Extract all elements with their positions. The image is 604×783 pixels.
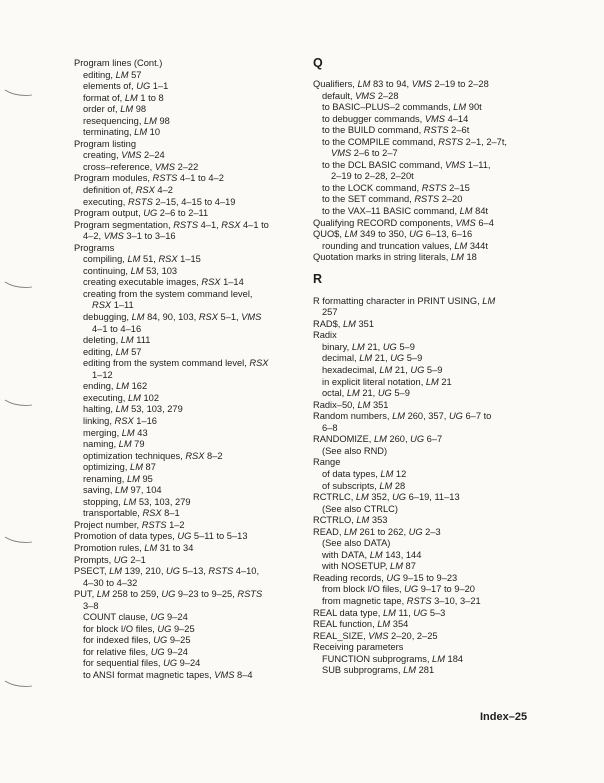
index-entry: Project number, RSTS 1–2 bbox=[74, 519, 185, 530]
index-entry: RCTRLO, LM 353 bbox=[313, 515, 388, 526]
index-subentry: ending, LM 162 bbox=[83, 381, 148, 392]
index-entry: PSECT, LM 139, 210, UG 5–13, RSTS 4–10, bbox=[74, 566, 260, 577]
index-entry: RANDOMIZE, LM 260, UG 6–7 bbox=[313, 434, 443, 445]
index-entry: Program modules, RSTS 4–1 to 4–2 bbox=[74, 173, 224, 184]
index-entry: RCTRLC, LM 352, UG 6–19, 11–13 bbox=[313, 492, 460, 503]
index-subentry: for sequential files, UG 9–24 bbox=[83, 658, 201, 669]
index-subentry: SUB subprograms, LM 281 bbox=[322, 665, 435, 676]
index-subentry: format of, LM 1 to 8 bbox=[83, 92, 164, 103]
index-entry: Quotation marks in string literals, LM 18 bbox=[313, 252, 477, 263]
index-entry: PUT, LM 258 to 259, UG 9–23 to 9–25, RSTS bbox=[74, 589, 263, 600]
index-subentry: VMS 2–6 to 2–7 bbox=[331, 148, 398, 159]
index-entry: Promotion of data types, UG 5–11 to 5–13 bbox=[74, 531, 248, 542]
index-subentry: halting, LM 53, 103, 279 bbox=[83, 404, 183, 415]
index-subentry: to the BUILD command, RSTS 2–6t bbox=[322, 125, 470, 136]
index-subentry: to ANSI format magnetic tapes, VMS 8–4 bbox=[83, 669, 253, 680]
index-entry: Promotion rules, LM 31 to 34 bbox=[74, 542, 194, 553]
index-subentry: renaming, LM 95 bbox=[83, 473, 153, 484]
index-subentry: from block I/O files, UG 9–17 to 9–20 bbox=[322, 584, 475, 595]
index-subentry: transportable, RSX 8–1 bbox=[83, 508, 180, 519]
index-subentry: with NOSETUP, LM 87 bbox=[322, 561, 416, 572]
index-entry: Radix–50, LM 351 bbox=[313, 399, 389, 410]
index-subentry: executing, RSTS 2–15, 4–15 to 4–19 bbox=[83, 196, 236, 207]
section-letter-heading: R bbox=[313, 271, 323, 286]
index-entry: Radix bbox=[313, 330, 337, 341]
index-subentry: creating executable images, RSX 1–14 bbox=[83, 277, 244, 288]
index-entry: Reading records, UG 9–15 to 9–23 bbox=[313, 572, 458, 583]
index-subentry: with DATA, LM 143, 144 bbox=[322, 549, 422, 560]
index-entry: READ, LM 261 to 262, UG 2–3 bbox=[313, 526, 441, 537]
index-subentry: continuing, LM 53, 103 bbox=[83, 265, 178, 276]
index-subentry: decimal, LM 21, UG 5–9 bbox=[322, 353, 423, 364]
scan-margin-mark bbox=[4, 280, 34, 290]
index-subentry: 3–8 bbox=[83, 600, 99, 611]
index-entry: RAD$, LM 351 bbox=[313, 318, 374, 329]
index-subentry: editing, LM 57 bbox=[83, 69, 142, 80]
index-subentry: COUNT clause, UG 9–24 bbox=[83, 612, 188, 623]
index-subentry: of subscripts, LM 28 bbox=[322, 480, 406, 491]
left-index-column bbox=[74, 58, 306, 682]
index-subentry: editing from the system command level, RSX bbox=[83, 358, 269, 369]
index-subentry: to debugger commands, VMS 4–14 bbox=[322, 113, 469, 124]
index-subentry: 1–12 bbox=[92, 369, 113, 380]
index-entry: Qualifiers, LM 83 to 94, VMS 2–19 to 2–28 bbox=[313, 79, 489, 89]
index-subentry: to the DCL BASIC command, VMS 1–11, bbox=[322, 159, 491, 170]
index-entry: REAL_SIZE, VMS 2–20, 2–25 bbox=[313, 630, 438, 641]
index-subentry: (See also CTRLC) bbox=[322, 503, 398, 514]
index-subentry: editing, LM 57 bbox=[83, 346, 142, 357]
index-entry: Programs bbox=[74, 242, 115, 253]
index-subentry: linking, RSX 1–16 bbox=[83, 415, 157, 426]
index-subentry: definition of, RSX 4–2 bbox=[83, 185, 173, 196]
index-entry: Program segmentation, RSTS 4–1, RSX 4–1 to bbox=[74, 219, 269, 230]
index-subentry: terminating, LM 10 bbox=[83, 127, 161, 138]
section-letter-heading: Q bbox=[313, 56, 323, 70]
index-subentry: rounding and truncation values, LM 344t bbox=[322, 240, 488, 251]
index-subentry: to the COMPILE command, RSTS 2–1, 2–7t, bbox=[322, 136, 508, 147]
index-subentry: debugging, LM 84, 90, 103, RSX 5–1, VMS bbox=[83, 312, 262, 323]
index-subentry: (See also DATA) bbox=[322, 538, 391, 549]
index-subentry: resequencing, LM 98 bbox=[83, 115, 170, 126]
index-subentry: cross–reference, VMS 2–22 bbox=[83, 161, 199, 172]
index-entry: Random numbers, LM 260, 357, UG 6–7 to bbox=[313, 411, 492, 422]
index-subentry: to the LOCK command, RSTS 2–15 bbox=[322, 182, 470, 193]
index-subentry: order of, LM 98 bbox=[83, 104, 147, 115]
index-subentry: in explicit literal notation, LM 21 bbox=[322, 376, 452, 387]
index-entry: REAL function, LM 354 bbox=[313, 619, 409, 630]
index-subentry: elements of, UG 1–1 bbox=[83, 81, 169, 92]
index-subentry: to the VAX–11 BASIC command, LM 84t bbox=[322, 206, 489, 217]
scan-margin-mark bbox=[4, 398, 34, 408]
right-index-column bbox=[313, 58, 559, 677]
index-entry: Qualifying RECORD components, VMS 6–4 bbox=[313, 217, 494, 228]
index-entry: REAL data type, LM 11, UG 5–3 bbox=[313, 607, 446, 618]
index-subentry: default, VMS 2–28 bbox=[322, 90, 399, 101]
index-subentry: stopping, LM 53, 103, 279 bbox=[83, 496, 191, 507]
index-subentry: 4–30 to 4–32 bbox=[83, 577, 138, 588]
index-subentry: creating from the system command level, bbox=[83, 288, 253, 299]
index-subentry: from magnetic tape, RSTS 3–10, 3–21 bbox=[322, 595, 481, 606]
index-subentry: executing, LM 102 bbox=[83, 392, 159, 403]
index-entry: Prompts, UG 2–1 bbox=[74, 554, 146, 565]
index-subentry: to BASIC–PLUS–2 commands, LM 90t bbox=[322, 102, 482, 113]
index-entry: Program listing bbox=[74, 138, 137, 149]
index-subentry: hexadecimal, LM 21, UG 5–9 bbox=[322, 365, 443, 376]
index-entry: Program lines (Cont.) bbox=[74, 58, 163, 68]
index-subentry: to the SET command, RSTS 2–20 bbox=[322, 194, 463, 205]
index-entry: R formatting character in PRINT USING, LM bbox=[313, 295, 496, 306]
index-subentry: for indexed files, UG 9–25 bbox=[83, 635, 191, 646]
index-subentry: compiling, LM 51, RSX 1–15 bbox=[83, 254, 201, 265]
index-entry: Range bbox=[313, 457, 341, 468]
index-subentry: 257 bbox=[322, 307, 338, 318]
page-footer: Index–25 bbox=[480, 711, 528, 723]
index-subentry: 6–8 bbox=[322, 422, 338, 433]
index-subentry: for relative files, UG 9–24 bbox=[83, 646, 188, 657]
index-subentry: deleting, LM 111 bbox=[83, 335, 151, 346]
index-subentry: RSX 1–11 bbox=[92, 300, 134, 311]
index-subentry: FUNCTION subprograms, LM 184 bbox=[322, 653, 464, 664]
index-subentry: saving, LM 97, 104 bbox=[83, 485, 162, 496]
index-subentry: of data types, LM 12 bbox=[322, 468, 407, 479]
scan-margin-mark bbox=[4, 535, 34, 545]
index-subentry: naming, LM 79 bbox=[83, 439, 145, 450]
index-subentry: optimizing, LM 87 bbox=[83, 462, 156, 473]
index-entry: QUO$, LM 349 to 350, UG 6–13, 6–16 bbox=[313, 229, 473, 240]
index-entry: Program output, UG 2–6 to 2–11 bbox=[74, 208, 209, 219]
index-subentry: binary, LM 21, UG 5–9 bbox=[322, 341, 415, 352]
scan-margin-mark bbox=[4, 679, 34, 689]
index-entry: Receiving parameters bbox=[313, 642, 404, 653]
index-subentry: for block I/O files, UG 9–25 bbox=[83, 623, 195, 634]
index-subentry: octal, LM 21, UG 5–9 bbox=[322, 388, 410, 399]
index-subentry: 4–2, VMS 3–1 to 3–16 bbox=[83, 231, 176, 242]
index-subentry: optimization techniques, RSX 8–2 bbox=[83, 450, 223, 461]
index-subentry: merging, LM 43 bbox=[83, 427, 148, 438]
index-subentry: 2–19 to 2–28, 2–20t bbox=[331, 171, 414, 182]
index-subentry: (See also RND) bbox=[322, 445, 388, 456]
scan-margin-mark bbox=[4, 88, 34, 98]
index-subentry: 4–1 to 4–16 bbox=[92, 323, 142, 334]
index-subentry: creating, VMS 2–24 bbox=[83, 150, 165, 161]
